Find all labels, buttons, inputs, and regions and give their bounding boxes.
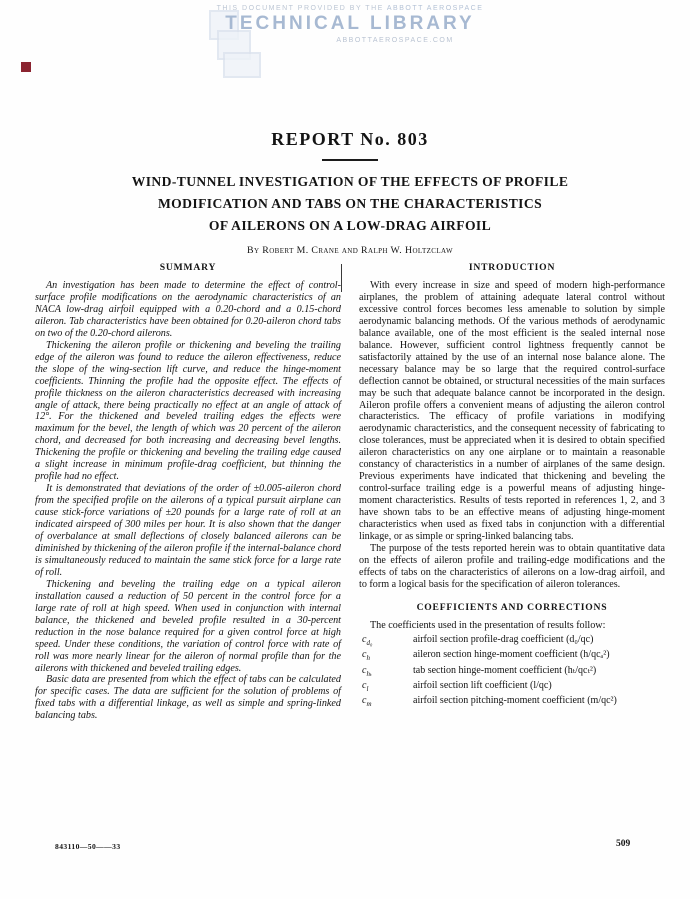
report-title xyxy=(0,171,700,236)
byline: By Robert M. Crane and Ralph W. Holtzclaw xyxy=(247,245,453,257)
page-number: 509 xyxy=(616,839,631,849)
report-title-line-3: OF AILERONS ON A LOW-DRAG AIRFOIL xyxy=(208,217,492,233)
coefficient-symbol: $c_m$ xyxy=(362,695,372,709)
report-number: REPORT No. 803 xyxy=(271,129,429,149)
coefficient-row xyxy=(359,649,665,664)
watermark-brand-text: ABBOTT AEROSPACE xyxy=(386,5,484,12)
summary-paragraph: Thickening and beveling the trailing edge on a typical aileron installation caused a reduction of 50 percent in the control force for a large rate of roll at high speed. When used in conjunction with internal balance, the thickened and beveled profile resulted in a 30-percent reduction in the nose balance required for a given control force at high speed. Under these conditions, the variation of control force with rate of roll was more nearly linear for the aileron of normal profile than for the ailerons with thickened and beveled trailing edges. xyxy=(35,578,341,674)
watermark-provided-by xyxy=(200,5,500,12)
summary-heading: SUMMARY xyxy=(159,262,217,273)
watermark xyxy=(200,5,500,44)
coefficients-heading: COEFFICIENTS AND CORRECTIONS xyxy=(416,601,608,613)
coefficient-row xyxy=(359,680,665,695)
coefficient-row xyxy=(359,665,665,680)
summary-paragraph: An investigation has been made to determine the effect of control-surface profile modifications on the aerodynamic characteristics of an NACA low-drag airfoil equipped with a 0.20-chord and a 0.15-chord aileron. Tab characteristics have been obtained for 0.20-aileron chord tabs on two of the 0.20-chord ailerons. xyxy=(35,280,341,339)
coefficient-row xyxy=(359,634,665,649)
report-title-line-2: MODIFICATION AND TABS ON THE CHARACTERISTICS xyxy=(157,195,543,211)
watermark-site-url: ABBOTTAEROSPACE.COM xyxy=(336,37,454,44)
coefficient-description: airfoil section pitching-moment coefficient (m/qc²) xyxy=(413,695,617,707)
coefficient-description: airfoil section lift coefficient (l/qc) xyxy=(413,679,552,691)
title-divider xyxy=(322,159,378,161)
summary-paragraph: Thickening the aileron profile or thickening and beveling the trailing edge of the aileron was found to reduce the aileron effectiveness, reduce the slope of the wing-section lift curve, and reduce the hinge-moment coefficients. Thinning the profile had the opposite effect. The effects of profile thickness on the aileron characteristics decreased with increasing angle of attack, there being practically no effect at an angle of attack of 12°. For the thickened and beveled trailing edges the effects were maximum for the bevel, the length of which was 20 percent of the aileron chord, and decreased for both increasing and decreasing bevel lengths. Thickening the profile or thickening and beveling the trailing edge caused a slight increase in minimum profile-drag coefficient, but thinning the profile had no effect. xyxy=(35,339,341,483)
summary-paragraph: It is demonstrated that deviations of the order of ±0.005-aileron chord from the specified profile on the ailerons of a typical pursuit airplane can cause stick-force variations of ±20 pounds for a large rate of roll at an indicated airspeed of 300 miles per hour. It is also shown that the danger of overbalance at small deflections of closely balanced ailerons can be diminished by thickening of the aileron profile if the internal-balance chord is simultaneously reduced to maintain the same stick force for a large rate of roll. xyxy=(35,483,341,578)
red-stamp-mark xyxy=(21,62,31,72)
coefficient-symbol: $c_{h_t}$ xyxy=(362,664,372,678)
coefficient-description: airfoil section profile-drag coefficient (d₀/qc) xyxy=(413,633,594,645)
body-columns xyxy=(35,262,665,722)
coefficient-description: tab section hinge-moment coefficient (hₜ/qcₜ²) xyxy=(413,664,597,676)
watermark-library-title: TECHNICAL LIBRARY xyxy=(225,13,475,34)
report-title-line-1: WIND-TUNNEL INVESTIGATION OF THE EFFECTS OF PROFILE xyxy=(131,174,569,189)
introduction-paragraph: With every increase in size and speed of modern high-performance airplanes, the problem of attaining adequate lateral control without excessive control forces becomes less amenable to solution by simple aerodynamic balancing methods. Of the various methods of aerodynamic balance available, one of the most efficient is the sealed internal nose balance. However, sufficient control lightness frequently cannot be satisfactorily attained by the use of an internal nose balance alone. The necessary balance may be so large that the required control-surface deflection cannot be obtained, or structural necessities of the main surfaces may be such that adequate balance cannot be incorporated in the design. Aileron profile offers a convenient means of adjusting the aileron control characteristics. The efficacy of profile variations in modifying aerodynamic characteristics, and the consequent necessity of fabricating to close tolerances, must be appreciated when it is desired to obtain specified aileron characteristics on any one airplane or to maintain a reasonable constancy of characteristics in a number of airplanes of the same design. Previous experiments have indicated that thickening and beveling the control-surface trailing edge is a powerful means of adjusting hinge-moment characteristics. Results of tests reported in references 1, 2, and 3 have shown tabs to be an effective means of adjusting hinge-moment characteristics when used as fixed tabs in conjunction with a differential linkage, or as simple or spring-linked balancing tabs. xyxy=(359,280,665,543)
print-code: 843110—50——33 xyxy=(55,842,121,851)
coefficient-description: aileron section hinge-moment coefficient (h/qcₐ²) xyxy=(413,649,610,661)
introduction-paragraph: The purpose of the tests reported herein was to obtain quantitative data on the effects of aileron profile and trailing-edge modifications and the effects of tabs on the characteristics of ailerons on a low-drag airfoil, and to form a logical basis for the specification of aileron tolerances. xyxy=(359,542,665,590)
watermark-provided-text: THIS DOCUMENT PROVIDED BY THE xyxy=(216,5,384,12)
coefficient-symbol: $c_{d_0}$ xyxy=(362,633,373,647)
title-block xyxy=(0,129,700,256)
left-column xyxy=(35,262,341,722)
coefficient-row xyxy=(359,695,665,710)
coefficient-symbol: $c_l$ xyxy=(362,679,369,693)
summary-paragraph: Basic data are presented from which the effect of tabs can be calculated for specific cases. The data are sufficient for the solution of problems of fixed tabs with a differential linkage, as well as simple and spring-linked balancing tabs. xyxy=(35,674,341,722)
introduction-heading: INTRODUCTION xyxy=(468,262,556,273)
right-column xyxy=(359,262,665,722)
coefficients-lead: The coefficients used in the presentation of results follow: xyxy=(370,619,606,631)
coefficient-symbol: $c_h$ xyxy=(362,649,370,663)
